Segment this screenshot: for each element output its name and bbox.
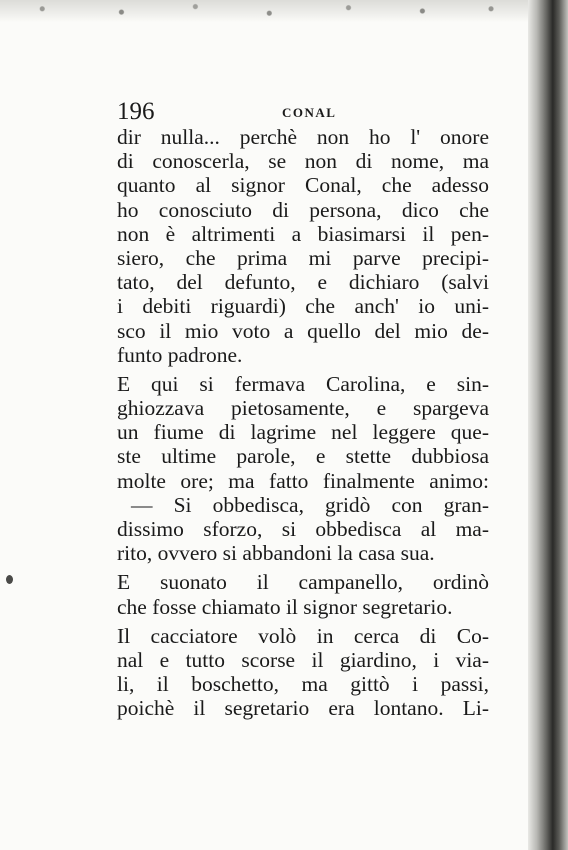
- text-line: poichè il segretario era lontano. Li-: [117, 696, 489, 721]
- text-line: rito, ovvero si abbandoni la casa sua.: [117, 541, 435, 566]
- text-line: E suonato il campanello, ordinò: [117, 570, 489, 595]
- text-line: dissimo sforzo, si obbedisca al ma-: [117, 517, 489, 541]
- page-top-edge: [0, 0, 528, 22]
- text-line: funto padrone.: [117, 342, 243, 367]
- text-line: molte ore; ma fatto finalmente animo:: [117, 468, 489, 493]
- text-line: di conoscerla, se non di nome, ma: [117, 149, 489, 174]
- text-line: dir nulla... perchè non ho l' onore: [117, 125, 489, 149]
- text-line: non è altrimenti a biasimarsi il pen-: [117, 221, 489, 246]
- text-line: i debiti riguardi) che anch' io uni-: [117, 294, 489, 319]
- ink-speck: [6, 575, 13, 584]
- text-line: Il cacciatore volò in cerca di Co-: [117, 623, 489, 648]
- running-head: CONAL: [282, 105, 337, 120]
- text-line: che fosse chiamato il signor segretario.: [117, 594, 453, 619]
- text-line: nal e tutto scorse il giardino, i via-: [117, 647, 489, 672]
- body-text: [117, 125, 489, 721]
- text-line: siero, che prima mi parve precipi-: [117, 245, 489, 270]
- text-line: tato, del defunto, e dichiaro (salvi: [117, 270, 489, 295]
- page-header: [117, 96, 489, 128]
- text-line: ste ultime parole, e stette dubbiosa: [117, 444, 489, 469]
- text-line: un fiume di lagrime nel leggere que-: [117, 420, 489, 445]
- text-line: E qui si fermava Carolina, e sin-: [117, 371, 489, 396]
- text-line: ho conosciuto di persona, dico che: [117, 197, 489, 222]
- text-line: quanto al signor Conal, che adesso: [117, 173, 489, 198]
- text-line: — Si obbedisca, gridò con gran-: [131, 492, 489, 517]
- page-binding-edge: [528, 0, 568, 850]
- text-line: li, il boschetto, ma gittò i passi,: [117, 672, 489, 697]
- text-line: sco il mio voto a quello del mio de-: [117, 318, 489, 343]
- text-line: ghiozzava pietosamente, e spargeva: [117, 396, 489, 421]
- page-number: 196: [117, 98, 155, 125]
